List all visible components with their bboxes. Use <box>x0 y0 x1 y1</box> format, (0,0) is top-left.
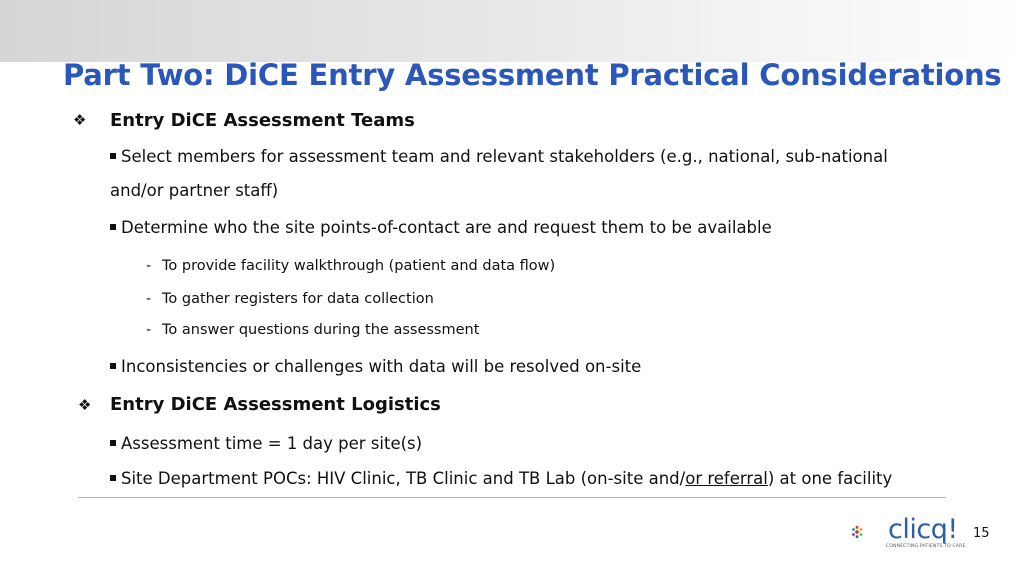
dash-icon: - <box>146 291 152 307</box>
diamond-bullet-icon: ❖ <box>78 396 92 414</box>
sub-bullet-text: To answer questions during the assessment <box>162 322 480 338</box>
header-band <box>0 0 1024 62</box>
section-heading-teams: Entry DiCE Assessment Teams <box>110 110 415 131</box>
square-bullet-icon <box>110 363 116 369</box>
bullet-text: ) at one facility <box>767 469 893 488</box>
bullet-text: Determine who the site points-of-contact are and request them to be available <box>121 218 772 237</box>
bullet-text: Assessment time = 1 day per site(s) <box>121 434 423 453</box>
bullet-text: Site Department POCs: HIV Clinic, TB Clinic and TB Lab (on-site and/ <box>121 469 686 488</box>
footer-divider <box>78 497 946 498</box>
bullet-line <box>110 434 422 453</box>
bullet-continuation: and/or partner staff) <box>110 181 279 200</box>
bullet-line <box>110 357 641 376</box>
bullet-line <box>110 147 888 166</box>
bullet-text: Inconsistencies or challenges with data will be resolved on-site <box>121 357 642 376</box>
dash-icon: - <box>146 258 152 274</box>
bullet-text: Select members for assessment team and relevant stakeholders (e.g., national, sub-national <box>121 147 888 166</box>
clicq-logo-icon <box>852 512 888 552</box>
bullet-line <box>110 218 772 237</box>
square-bullet-icon <box>110 224 116 230</box>
sub-bullet <box>146 258 555 274</box>
square-bullet-icon <box>110 440 116 446</box>
square-bullet-icon <box>110 153 116 159</box>
logo-wordmark: clicq! <box>888 514 958 545</box>
square-bullet-icon <box>110 475 116 481</box>
dash-icon: - <box>146 322 152 338</box>
sub-bullet-text: To provide facility walkthrough (patient and data flow) <box>162 258 556 274</box>
sub-bullet <box>146 291 434 307</box>
bullet-line <box>110 469 892 488</box>
sub-bullet <box>146 322 479 338</box>
underlined-text: or referral <box>685 469 768 488</box>
section-heading-logistics: Entry DiCE Assessment Logistics <box>110 394 441 415</box>
page-number: 15 <box>973 526 990 541</box>
logo-tagline: CONNECTING PATIENTS TO CARE <box>886 544 966 549</box>
sub-bullet-text: To gather registers for data collection <box>162 291 434 307</box>
slide-title: Part Two: DiCE Entry Assessment Practical Considerations <box>63 58 1002 92</box>
diamond-bullet-icon: ❖ <box>73 111 87 129</box>
